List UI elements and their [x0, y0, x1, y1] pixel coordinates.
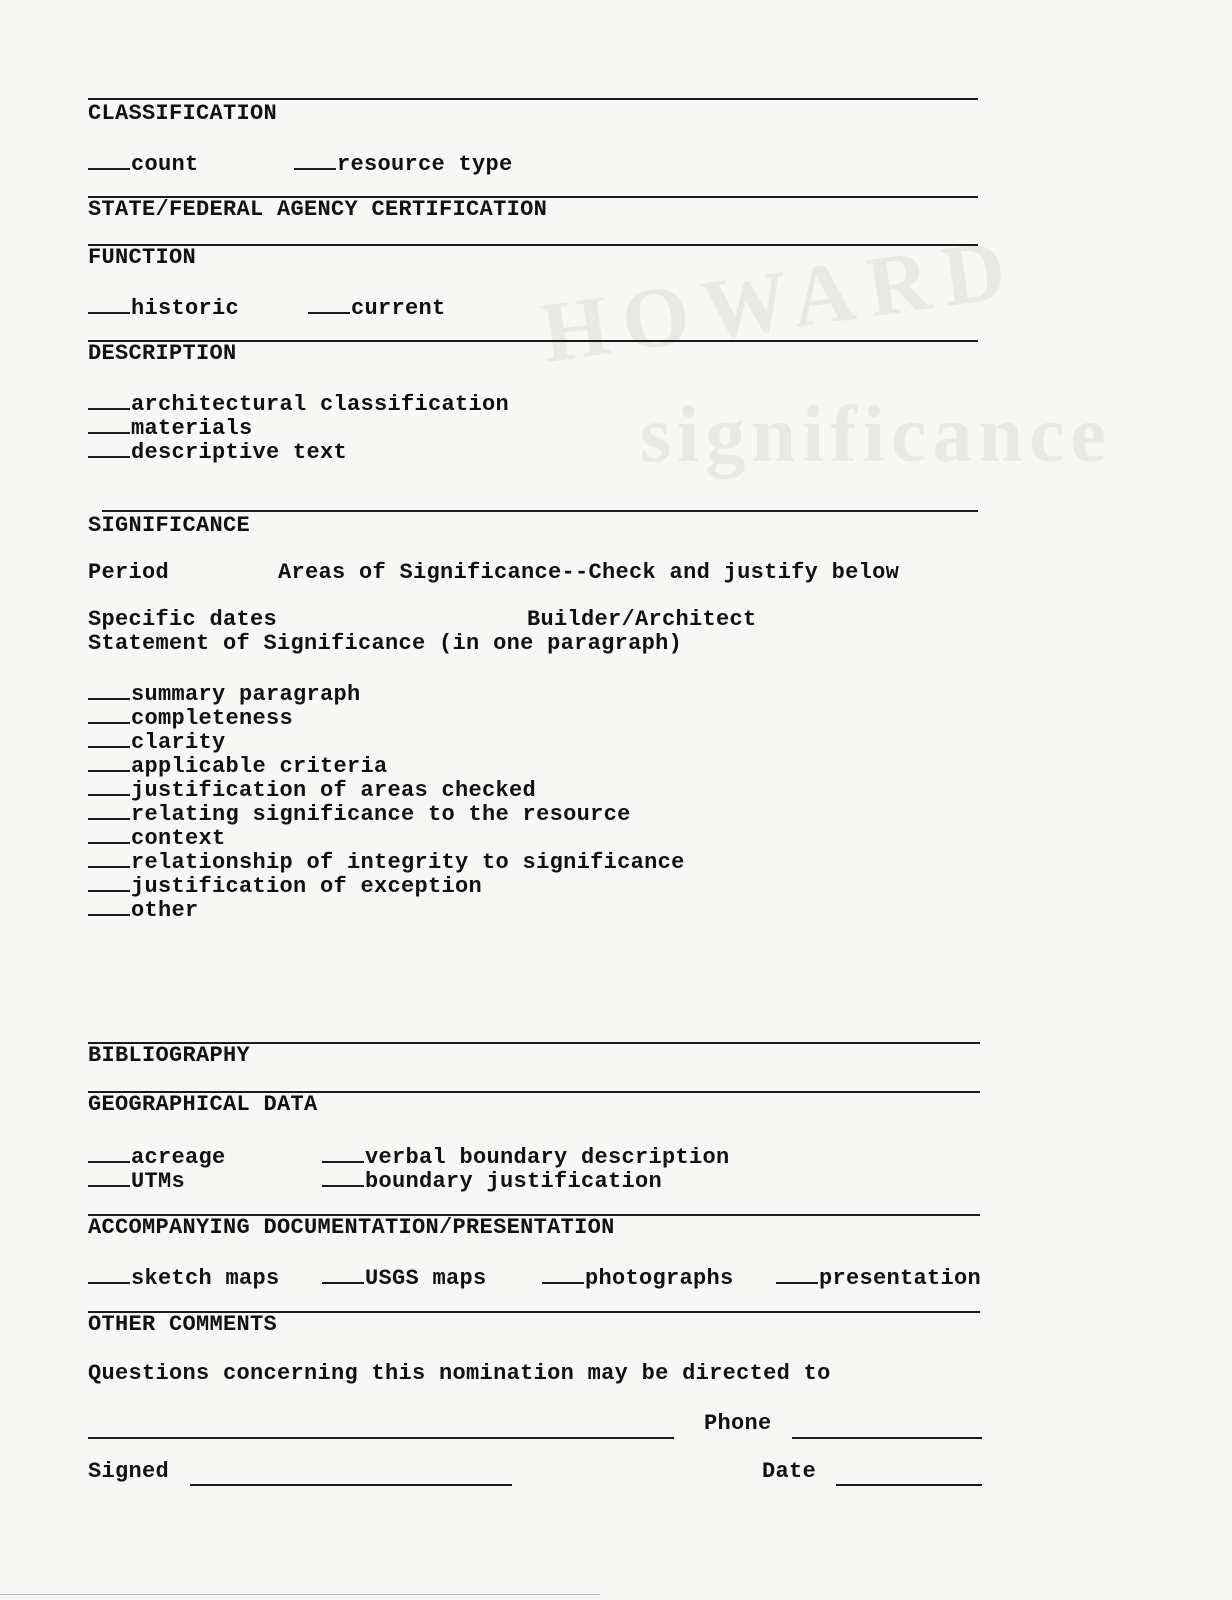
checkbox-justification-exception[interactable]: justification of exception [88, 872, 482, 899]
significance-heading: SIGNIFICANCE [88, 513, 251, 538]
blank-line[interactable] [88, 704, 130, 724]
blank-line[interactable] [88, 776, 130, 796]
contact-name-field[interactable] [88, 1437, 674, 1439]
checkbox-applicable-criteria[interactable]: applicable criteria [88, 752, 388, 779]
section-rule [102, 510, 978, 512]
blank-line[interactable] [88, 800, 130, 820]
phone-label: Phone [704, 1411, 772, 1436]
period-label: Period [88, 560, 170, 585]
geographical-heading: GEOGRAPHICAL DATA [88, 1092, 318, 1117]
function-heading: FUNCTION [88, 245, 197, 270]
checkbox-sketch-maps[interactable]: sketch maps [88, 1264, 280, 1291]
blank-line[interactable] [88, 728, 130, 748]
checkbox-acreage[interactable]: acreage [88, 1143, 226, 1170]
areas-label: Areas of Significance--Check and justify below [278, 560, 900, 585]
documentation-heading: ACCOMPANYING DOCUMENTATION/PRESENTATION [88, 1215, 615, 1240]
section-rule [88, 244, 978, 246]
blank-line[interactable] [88, 872, 130, 892]
checkbox-resource-type[interactable]: resource type [294, 150, 513, 177]
blank-line[interactable] [88, 680, 130, 700]
blank-line[interactable] [88, 1143, 130, 1163]
watermark: HOWARD [535, 219, 1025, 381]
blank-line[interactable] [88, 294, 130, 314]
blank-line[interactable] [88, 438, 130, 458]
checkbox-summary-paragraph[interactable]: summary paragraph [88, 680, 361, 707]
phone-field[interactable] [792, 1437, 982, 1439]
classification-heading: CLASSIFICATION [88, 101, 278, 126]
checkbox-materials[interactable]: materials [88, 414, 253, 441]
section-rule [88, 98, 978, 100]
questions-text: Questions concerning this nomination may be directed to [88, 1361, 831, 1386]
checkbox-photographs[interactable]: photographs [542, 1264, 734, 1291]
date-label: Date [762, 1459, 817, 1484]
checkbox-utms[interactable]: UTMs [88, 1167, 185, 1194]
checkbox-presentation[interactable]: presentation [776, 1264, 981, 1291]
blank-line[interactable] [322, 1143, 364, 1163]
blank-line[interactable] [776, 1264, 818, 1284]
blank-line[interactable] [88, 848, 130, 868]
certification-heading: STATE/FEDERAL AGENCY CERTIFICATION [88, 197, 548, 222]
checkbox-verbal-boundary[interactable]: verbal boundary description [322, 1143, 730, 1170]
checkbox-other[interactable]: other [88, 896, 199, 923]
blank-line[interactable] [542, 1264, 584, 1284]
checkbox-relating-significance[interactable]: relating significance to the resource [88, 800, 631, 827]
signature-field[interactable] [190, 1484, 512, 1486]
comments-heading: OTHER COMMENTS [88, 1312, 278, 1337]
blank-line[interactable] [308, 294, 350, 314]
checkbox-descriptive-text[interactable]: descriptive text [88, 438, 347, 465]
checkbox-count[interactable]: count [88, 150, 199, 177]
checkbox-integrity[interactable]: relationship of integrity to significance [88, 848, 685, 875]
blank-line[interactable] [88, 752, 130, 772]
checkbox-architectural-classification[interactable]: architectural classification [88, 390, 509, 417]
blank-line[interactable] [88, 824, 130, 844]
builder-label: Builder/Architect [527, 607, 757, 632]
checkbox-current[interactable]: current [308, 294, 446, 321]
blank-line[interactable] [294, 150, 336, 170]
checkbox-completeness[interactable]: completeness [88, 704, 293, 731]
blank-line[interactable] [88, 1264, 130, 1284]
checkbox-justification-areas[interactable]: justification of areas checked [88, 776, 536, 803]
bibliography-heading: BIBLIOGRAPHY [88, 1043, 251, 1068]
checkbox-context[interactable]: context [88, 824, 226, 851]
watermark-2: significance [640, 391, 1112, 479]
checkbox-clarity[interactable]: clarity [88, 728, 226, 755]
blank-line[interactable] [322, 1264, 364, 1284]
blank-line[interactable] [88, 414, 130, 434]
checkbox-boundary-justification[interactable]: boundary justification [322, 1167, 662, 1194]
dates-label: Specific dates [88, 607, 278, 632]
blank-line[interactable] [322, 1167, 364, 1187]
blank-line[interactable] [88, 1167, 130, 1187]
statement-label: Statement of Significance (in one paragraph) [88, 631, 683, 656]
blank-line[interactable] [88, 390, 130, 410]
description-heading: DESCRIPTION [88, 341, 237, 366]
blank-line[interactable] [88, 150, 130, 170]
checkbox-historic[interactable]: historic [88, 294, 239, 321]
checkbox-usgs-maps[interactable]: USGS maps [322, 1264, 487, 1291]
signed-label: Signed [88, 1459, 170, 1484]
date-field[interactable] [836, 1484, 982, 1486]
page-edge [0, 1594, 600, 1595]
blank-line[interactable] [88, 896, 130, 916]
